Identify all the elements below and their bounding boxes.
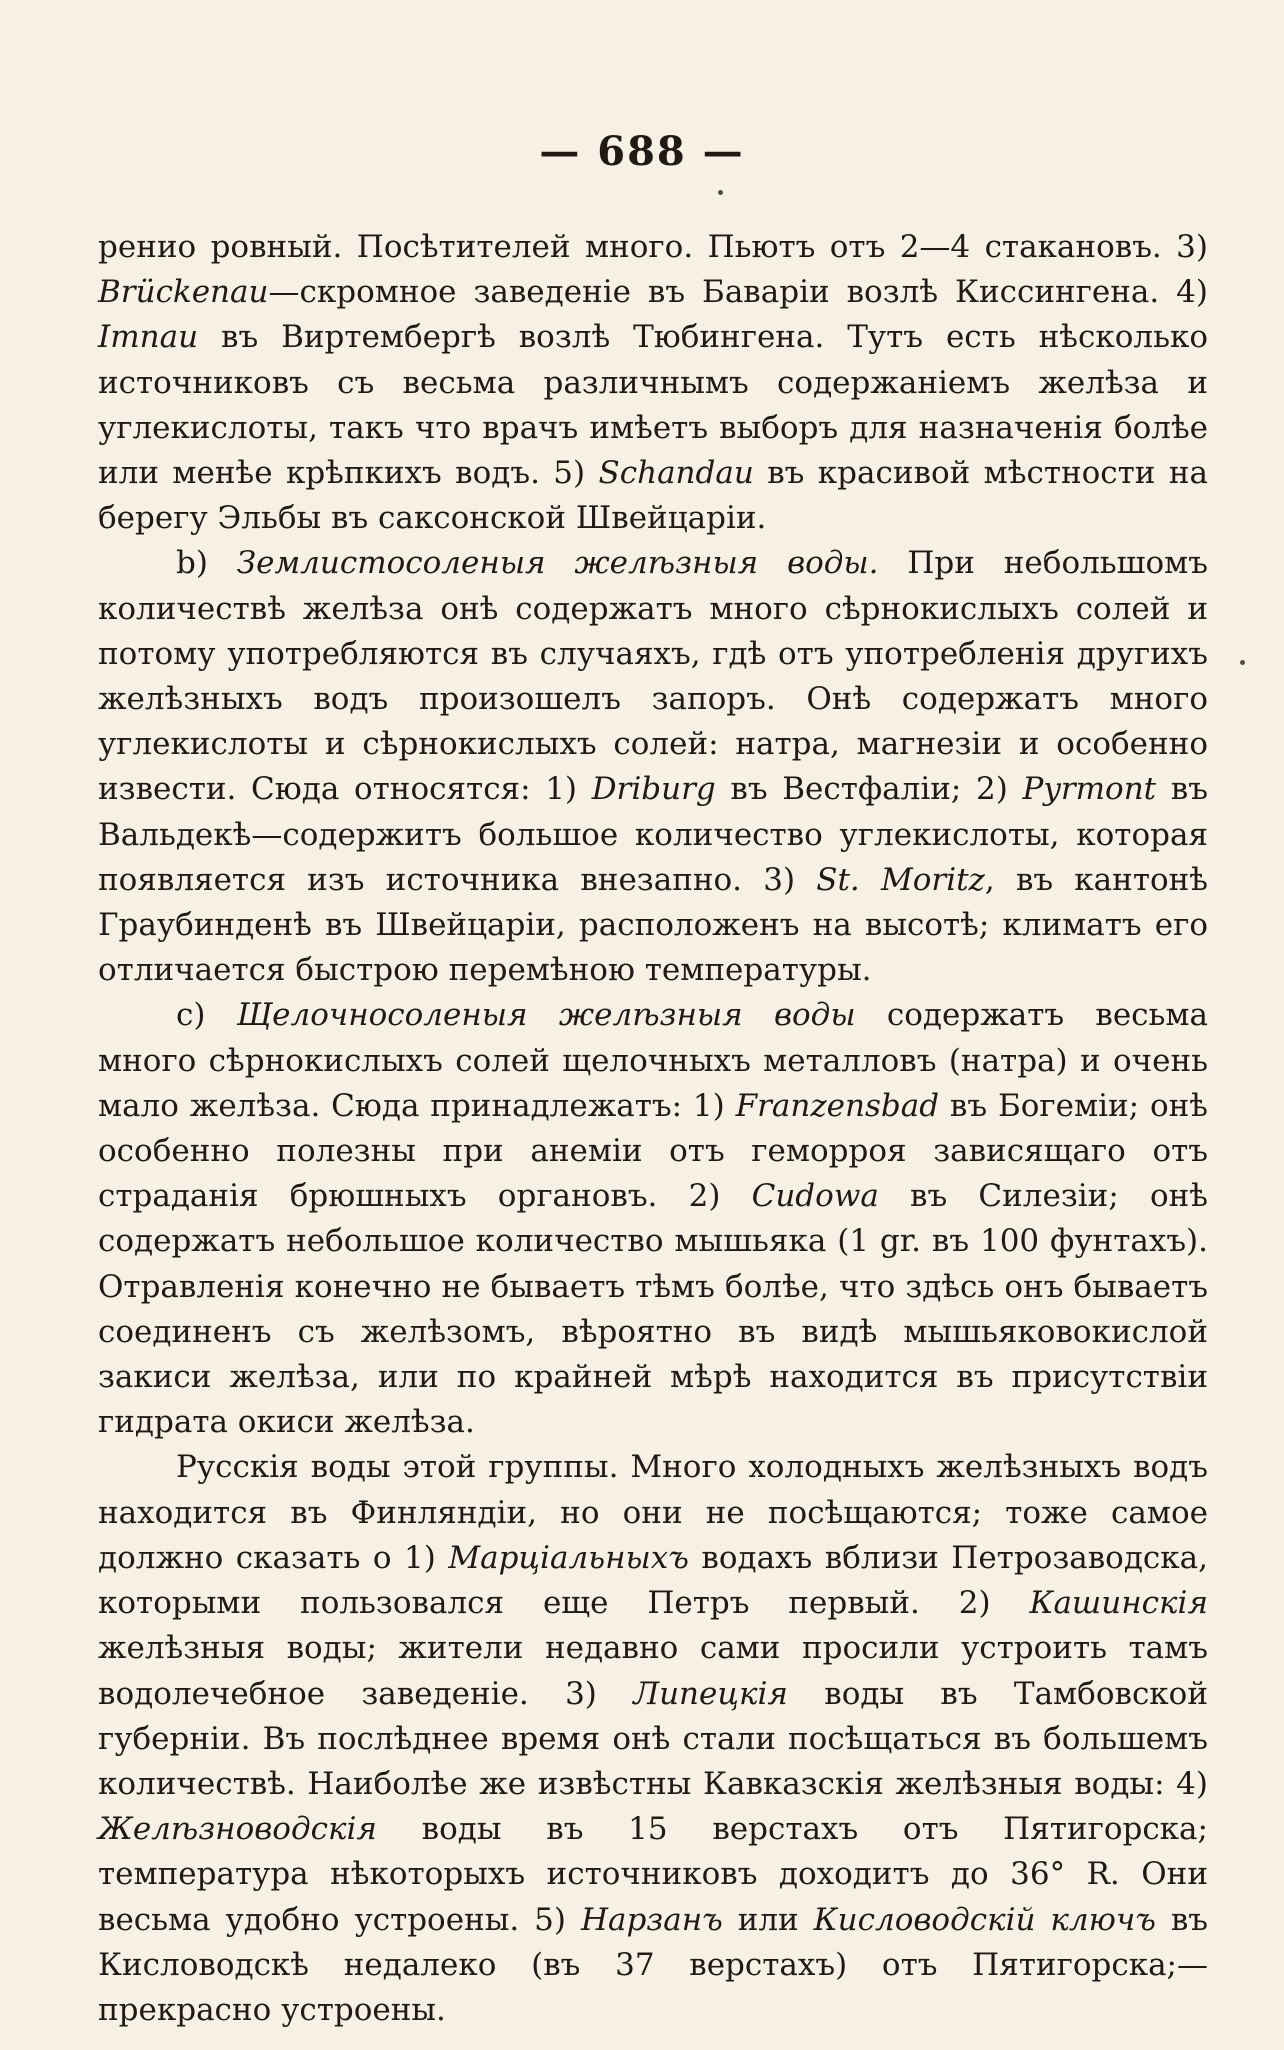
paragraph [98,1445,1208,2033]
text-run: ренио ровный. Посѣтителей много. Пьютъ отъ 2—4 стакановъ. 3) [98,229,1208,265]
text-run: въ Силезіи; онѣ содержатъ небольшое количество мышьяка (1 gr. въ 100 фунтахъ). Отравленія конечно не бываетъ тѣмъ болѣе, что здѣсь онъ бываетъ соединенъ съ желѣзомъ, вѣроятно въ видѣ мышьяковокислой закиси желѣза, или по крайней мѣрѣ находится въ присутствіи гидрата окиси желѣза. [98,1178,1208,1441]
text-run: или [722,1901,814,1938]
text-run: воды въ 15 верстахъ отъ Пятигорска; температура нѣкоторыхъ источниковъ доходитъ до 36° R. Они весьма удобно устроены. 5) [98,1811,1208,1938]
paragraph [98,993,1208,1445]
italic-term: Brückenau [98,274,269,311]
italic-term: Щелочносоленыя желѣзныя воды [236,997,856,1034]
body-text [98,225,1208,2033]
text-run: водахъ вблизи Петрозаводска, которыми пользовался еще Петръ первый. 2) [98,1539,1208,1622]
italic-term: Марціальныхъ [448,1539,689,1576]
italic-term: Imnau [98,319,199,356]
italic-term: Землистосоленыя желѣзныя воды. [236,545,879,582]
text-run: въ Вестфаліи; 2) [715,771,1023,808]
text-run: въ Кисловодскѣ недалеко (въ 37 верстахъ) отъ Пятигорска;—прекрасно устроены. [98,1901,1209,2028]
italic-term: Нарзанъ [580,1901,723,1938]
text-run: въ Виртембергѣ возлѣ Тюбингена. Тутъ есть нѣсколько источниковъ съ весьма различнымъ содержаніемъ желѣза и углекислоты, такъ что врачъ имѣетъ выборъ для назначенія болѣе или менѣе крѣпкихъ водъ. 5) [98,319,1208,492]
italic-term: Driburg [591,771,716,808]
text-run: воды въ Тамбовской губерніи. Въ послѣднее время онѣ стали посѣщаться въ большемъ количествѣ. Наиболѣе же извѣстны Кавказскія желѣзныя воды: 4) [98,1675,1209,1802]
text-run: При небольшомъ количествѣ желѣза онѣ содержатъ много сѣрнокислыхъ солей и потому употребляются въ случаяхъ, гдѣ отъ употребленія другихъ желѣзныхъ водъ произошелъ запоръ. Онѣ содержатъ много углекислоты и сѣрнокислыхъ солей: натра, магнезіи и особенно извести. Сюда относятся: 1) [98,545,1208,808]
italic-term: Pyrmont [1022,771,1157,808]
text-run: содержатъ весьма много сѣрнокислыхъ солей щелочныхъ металловъ (натра) и очень мало желѣза. Сюда принадлежатъ: 1) [98,997,1209,1124]
paragraph [98,225,1208,541]
italic-term: St. Moritz [816,861,985,898]
italic-term: Franzensbad [735,1087,940,1124]
text-run: желѣзныя воды; жители недавно сами просили устроить тамъ водолечебное заведеніе. 3) [98,1630,1208,1712]
text-run: b) [176,545,237,582]
italic-term: Липецкія [633,1675,788,1712]
text-run: въ красивой мѣстности на берегу Эльбы въ саксонской Швейцаріи. [98,455,1208,537]
text-run: —скромное заведеніе въ Баваріи возлѣ Киссингена. 4) [268,274,1208,311]
ink-dot [718,190,723,195]
italic-term: Schandau [598,455,754,492]
text-run: , въ кантонѣ Граубинденѣ въ Швейцаріи, расположенъ на высотѣ; климатъ его отличается быстрою перемѣною температуры. [98,861,1208,989]
italic-term: Желѣзноводскія [98,1811,377,1848]
page-number: — 688 — [539,128,745,175]
ink-dot [1240,660,1245,665]
paragraph [98,541,1208,993]
italic-term: Кисловодскій ключъ [813,1901,1156,1938]
italic-term: Cudowa [751,1178,879,1215]
text-run: Русскія воды этой группы. Много холодныхъ желѣзныхъ водъ находится въ Финляндіи, но они не посѣщаются; тоже самое должно сказать о 1) [98,1449,1208,1576]
text-run: c) [176,997,237,1034]
text-run: въ Вальдекѣ—содержитъ большое количество углекислоты, которая появляется изъ источника внезапно. 3) [98,771,1208,898]
text-run: въ Богеміи; онѣ особенно полезны при анеміи отъ геморроя зависящаго отъ страданія брюшныхъ органовъ. 2) [98,1087,1208,1215]
italic-term: Кашинскія [1029,1585,1208,1622]
